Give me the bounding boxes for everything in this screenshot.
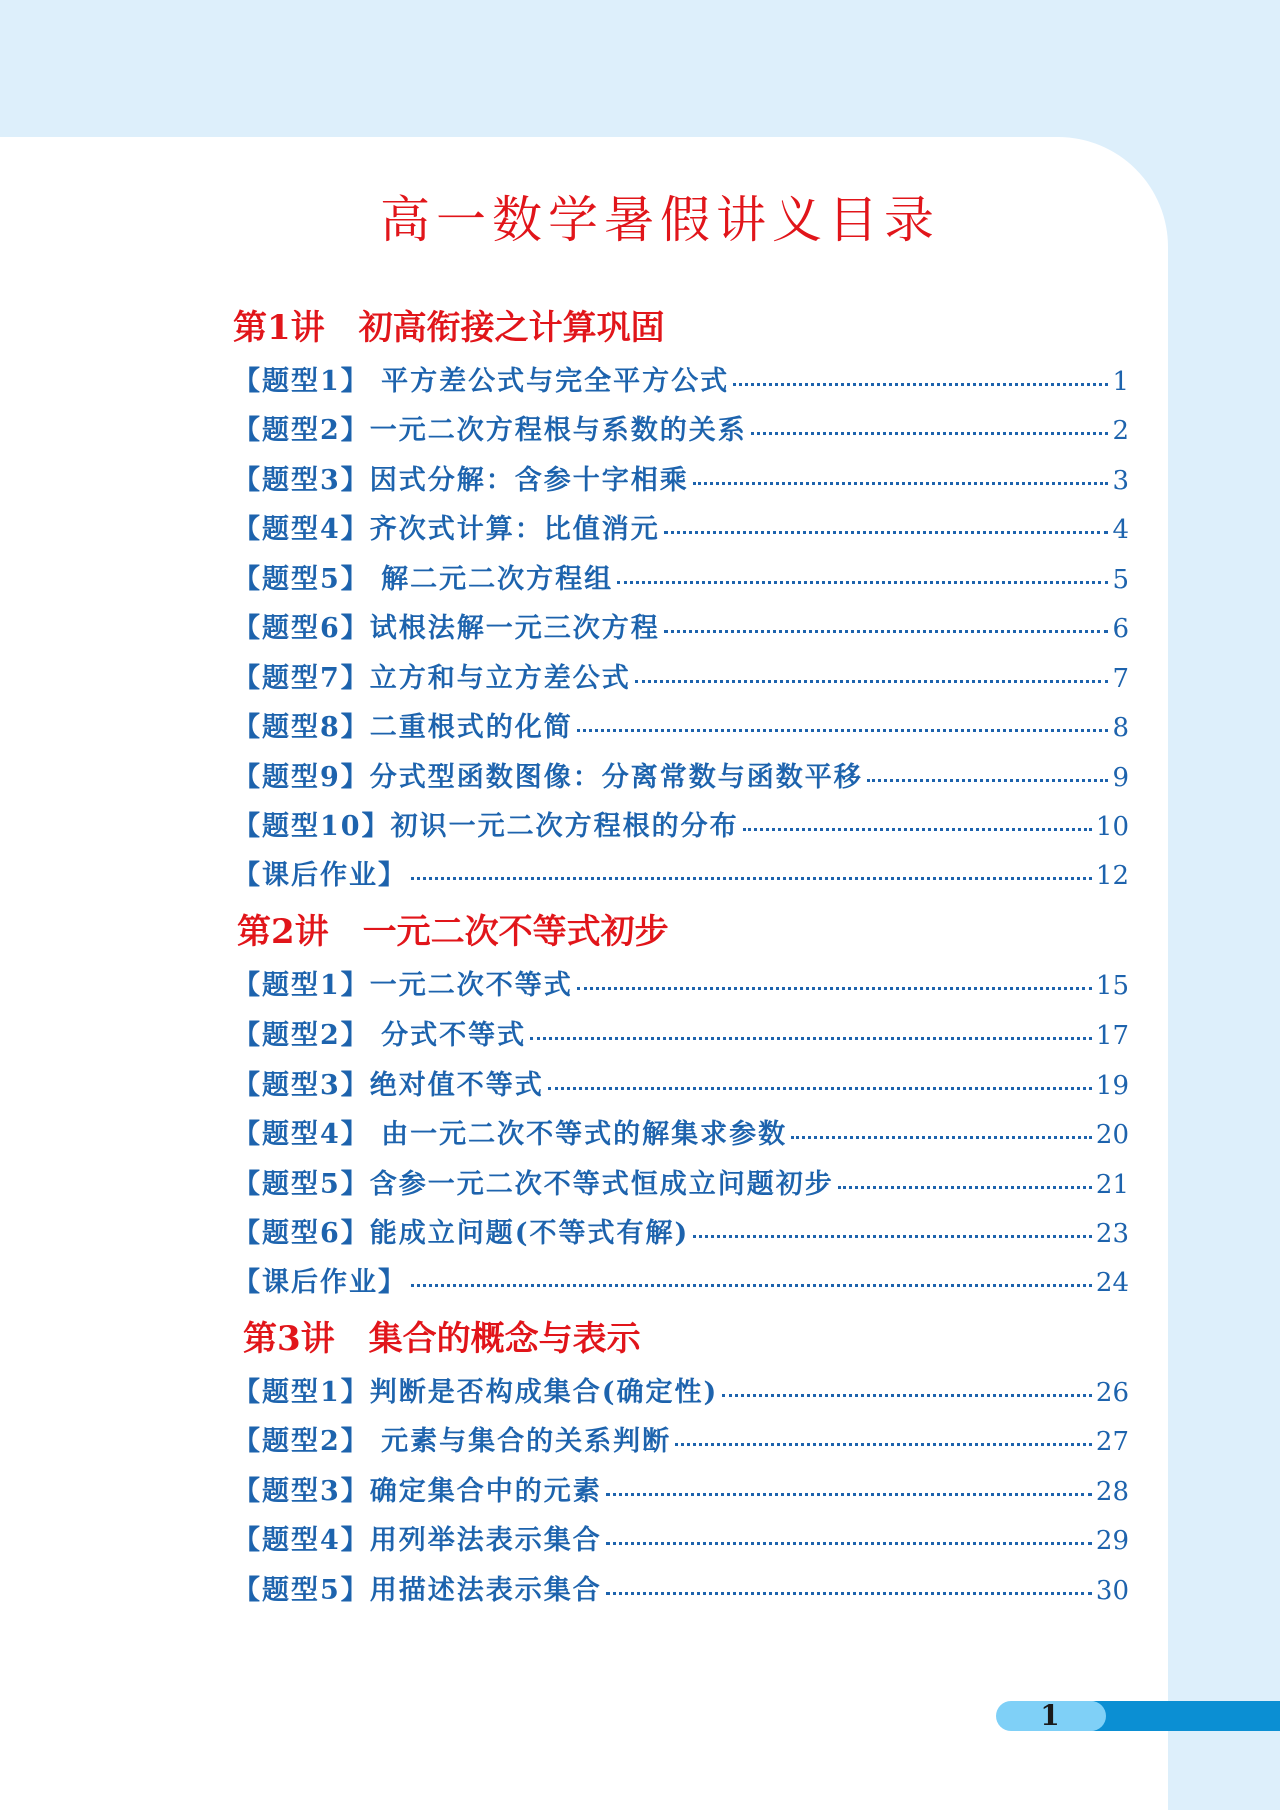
toc-entry[interactable] bbox=[233, 856, 1129, 896]
leader-dots bbox=[548, 1087, 1092, 1090]
entry-page: 19 bbox=[1095, 1071, 1129, 1101]
leader-dots bbox=[722, 1394, 1092, 1397]
leader-dots bbox=[606, 1542, 1092, 1545]
toc-entry[interactable] bbox=[233, 1165, 1129, 1205]
entry-page: 17 bbox=[1095, 1021, 1129, 1051]
page-title: 高一数学暑假讲义目录 bbox=[380, 191, 940, 249]
entry-text: 【题型1】一元二次不等式 bbox=[233, 970, 573, 1001]
leader-dots bbox=[530, 1037, 1092, 1040]
leader-dots bbox=[411, 877, 1092, 880]
lecture-name: 集合的概念与表示 bbox=[368, 1319, 641, 1359]
entry-page: 24 bbox=[1095, 1268, 1129, 1298]
entry-text: 【题型5】 解二元二次方程组 bbox=[233, 564, 614, 595]
toc-entry[interactable] bbox=[233, 659, 1129, 699]
entry-page: 1 bbox=[1112, 367, 1129, 397]
lecture-name: 初高衔接之计算巩固 bbox=[358, 308, 665, 348]
leader-dots bbox=[693, 1235, 1092, 1238]
toc-entry[interactable] bbox=[233, 1016, 1129, 1056]
lecture-label: 第1讲 bbox=[233, 308, 325, 348]
leader-dots bbox=[617, 581, 1108, 584]
toc-entry[interactable] bbox=[233, 1571, 1129, 1611]
entry-text: 【题型2】 元素与集合的关系判断 bbox=[233, 1426, 672, 1457]
toc-entry[interactable] bbox=[233, 758, 1129, 798]
entry-text: 【题型1】判断是否构成集合(确定性) bbox=[233, 1377, 719, 1408]
lecture-1-heading bbox=[233, 306, 665, 350]
toc-entry[interactable] bbox=[233, 1373, 1129, 1413]
toc-entry[interactable] bbox=[233, 708, 1129, 748]
toc-entry[interactable] bbox=[233, 1263, 1129, 1303]
entry-page: 20 bbox=[1095, 1120, 1129, 1150]
entry-text: 【题型5】用描述法表示集合 bbox=[233, 1575, 602, 1606]
entry-text: 【题型4】用列举法表示集合 bbox=[233, 1525, 602, 1556]
toc-entry[interactable] bbox=[233, 1472, 1129, 1512]
entry-page: 30 bbox=[1095, 1576, 1129, 1606]
toc-entry[interactable] bbox=[233, 1066, 1129, 1106]
leader-dots bbox=[606, 1592, 1092, 1595]
footer-bar bbox=[1080, 1701, 1280, 1731]
entry-text: 【题型3】绝对值不等式 bbox=[233, 1070, 544, 1101]
leader-dots bbox=[751, 432, 1109, 435]
toc-entry[interactable] bbox=[233, 1214, 1129, 1254]
entry-text: 【题型1】 平方差公式与完全平方公式 bbox=[233, 366, 730, 397]
leader-dots bbox=[743, 828, 1092, 831]
toc-entry[interactable] bbox=[233, 510, 1129, 550]
leader-dots bbox=[664, 630, 1109, 633]
entry-text: 【题型10】初识一元二次方程根的分布 bbox=[233, 811, 739, 842]
entry-page: 4 bbox=[1112, 515, 1129, 545]
leader-dots bbox=[675, 1443, 1092, 1446]
lecture-label: 第3讲 bbox=[243, 1319, 335, 1359]
leader-dots bbox=[606, 1493, 1092, 1496]
entry-text: 【题型5】含参一元二次不等式恒成立问题初步 bbox=[233, 1169, 834, 1200]
leader-dots bbox=[693, 482, 1109, 485]
entry-page: 3 bbox=[1112, 466, 1129, 496]
entry-page: 8 bbox=[1112, 713, 1129, 743]
leader-dots bbox=[791, 1136, 1092, 1139]
entry-text: 【题型3】因式分解：含参十字相乘 bbox=[233, 465, 689, 496]
leader-dots bbox=[411, 1284, 1092, 1287]
lecture-label: 第2讲 bbox=[237, 912, 329, 952]
entry-text: 【题型6】试根法解一元三次方程 bbox=[233, 613, 660, 644]
entry-page: 26 bbox=[1095, 1378, 1129, 1408]
entry-page: 5 bbox=[1112, 565, 1129, 595]
entry-page: 12 bbox=[1095, 861, 1129, 891]
toc-entry[interactable] bbox=[233, 560, 1129, 600]
entry-page: 9 bbox=[1112, 763, 1129, 793]
entry-text: 【题型2】 分式不等式 bbox=[233, 1020, 527, 1051]
leader-dots bbox=[733, 383, 1108, 386]
toc-entry[interactable] bbox=[233, 1115, 1129, 1155]
toc-entry[interactable] bbox=[233, 966, 1129, 1006]
entry-page: 27 bbox=[1095, 1427, 1129, 1457]
entry-page: 21 bbox=[1095, 1170, 1129, 1200]
toc-entry[interactable] bbox=[233, 807, 1129, 847]
entry-page: 23 bbox=[1095, 1219, 1129, 1249]
leader-dots bbox=[664, 531, 1109, 534]
lecture-name: 一元二次不等式初步 bbox=[362, 912, 669, 952]
toc-entry[interactable] bbox=[233, 1422, 1129, 1462]
entry-page: 2 bbox=[1112, 416, 1129, 446]
lecture-3-heading bbox=[243, 1317, 641, 1361]
toc-entry[interactable] bbox=[233, 411, 1129, 451]
leader-dots bbox=[577, 729, 1109, 732]
toc-entry[interactable] bbox=[233, 362, 1129, 402]
entry-page: 10 bbox=[1095, 812, 1129, 842]
leader-dots bbox=[577, 987, 1092, 990]
toc-entry[interactable] bbox=[233, 1521, 1129, 1561]
entry-text: 【题型9】分式型函数图像：分离常数与函数平移 bbox=[233, 762, 863, 793]
leader-dots bbox=[838, 1186, 1092, 1189]
entry-text: 【题型3】确定集合中的元素 bbox=[233, 1476, 602, 1507]
entry-text: 【题型2】一元二次方程根与系数的关系 bbox=[233, 415, 747, 446]
entry-page: 29 bbox=[1095, 1526, 1129, 1556]
toc-entry[interactable] bbox=[233, 461, 1129, 501]
lecture-2-heading bbox=[237, 910, 669, 954]
entry-text: 【课后作业】 bbox=[233, 860, 407, 891]
entry-text: 【题型8】二重根式的化简 bbox=[233, 712, 573, 743]
entry-page: 28 bbox=[1095, 1477, 1129, 1507]
entry-text: 【题型6】能成立问题(不等式有解) bbox=[233, 1218, 690, 1249]
entry-text: 【题型4】 由一元二次不等式的解集求参数 bbox=[233, 1119, 788, 1150]
page-number: 1 bbox=[1040, 1699, 1060, 1732]
entry-page: 6 bbox=[1112, 614, 1129, 644]
toc-entry[interactable] bbox=[233, 609, 1129, 649]
leader-dots bbox=[635, 680, 1109, 683]
entry-text: 【题型4】齐次式计算：比值消元 bbox=[233, 514, 660, 545]
entry-text: 【课后作业】 bbox=[233, 1267, 407, 1298]
leader-dots bbox=[867, 779, 1109, 782]
entry-page: 15 bbox=[1095, 971, 1129, 1001]
entry-text: 【题型7】立方和与立方差公式 bbox=[233, 663, 631, 694]
entry-page: 7 bbox=[1112, 664, 1129, 694]
